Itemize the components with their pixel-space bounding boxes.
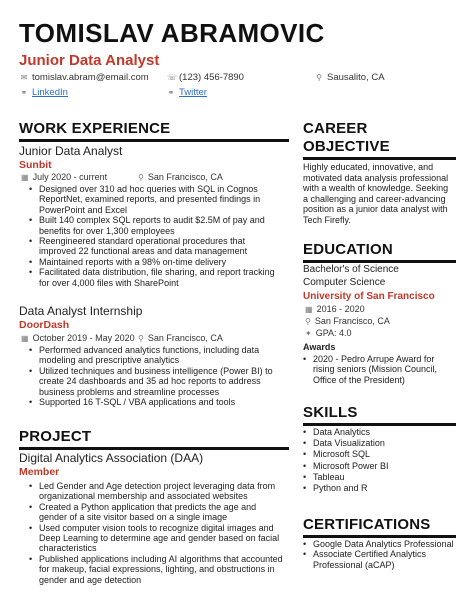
candidate-title: Junior Data Analyst (19, 52, 160, 69)
list-item: • 2020 - Pedro Arrupe Award for rising seniors (Mission Council, Office of the President) (303, 354, 455, 385)
list-item: • Data Analytics (303, 427, 455, 438)
project-role: Member (19, 466, 60, 478)
section-divider (19, 447, 289, 450)
job-1-role: Junior Data Analyst (19, 144, 123, 158)
list-item: • Used computer vision tools to recognize digital images and Deep Learning to determine age and gender based on facial characteristics (29, 523, 284, 554)
email-icon: ✉ (20, 72, 28, 82)
section-divider (303, 260, 456, 263)
list-item: • Led Gender and Age detection project leveraging data from organizational membership and associated websites (29, 481, 284, 502)
job-1-location (138, 172, 223, 182)
list-item: • Maintained reports with a 98% on-time delivery (29, 257, 284, 267)
twitter-icon: ⚭ (167, 87, 175, 97)
contact-twitter[interactable] (167, 87, 207, 98)
list-item: • Data Visualization (303, 438, 455, 449)
project-name: Digital Analytics Association (DAA) (19, 451, 204, 465)
job-1-company: Sunbit (19, 159, 52, 171)
calendar-icon: ▦ (305, 304, 313, 314)
education-degree: Bachelor's of Science (303, 264, 399, 275)
location-text: Sausalito, CA (327, 72, 385, 83)
contact-phone (167, 72, 244, 83)
objective-text: Highly educated, innovative, and motivated data analysis professional with a wealth of knowledge. Seeking a challenging and career-advancing position as a junior data analyst with Tech Firefly. (303, 162, 449, 225)
education-location (305, 316, 390, 326)
star-icon: ✦ (305, 328, 312, 338)
list-item: • Performed advanced analytics functions, including data modeling and prescriptive analytics (29, 345, 284, 366)
education-gpa-text: GPA: 4.0 (315, 328, 352, 338)
project-heading: PROJECT (19, 428, 92, 445)
job-1-bullets (29, 184, 284, 288)
job-1-location-text: San Francisco, CA (147, 172, 223, 182)
contact-location (315, 72, 385, 83)
location-pin-icon: ⚲ (316, 72, 322, 82)
work-experience-heading: WORK EXPERIENCE (19, 120, 171, 137)
skills-heading: SKILLS (303, 404, 358, 421)
list-item: • Reengineered standard operational procedures that improved 22 functional areas and data management (29, 236, 284, 257)
list-item: • Published applications including AI algorithms that accounted for makeup, facial expressions, lighting, and obstructions in gender and age detection (29, 554, 284, 585)
section-divider (303, 423, 456, 426)
job-2-role: Data Analyst Internship (19, 304, 143, 318)
awards-label: Awards (303, 342, 336, 352)
education-dates (305, 304, 365, 314)
location-pin-icon: ⚲ (305, 316, 311, 326)
linkedin-icon: ⚭ (20, 87, 28, 97)
education-school: University of San Francisco (303, 291, 435, 302)
section-divider (303, 535, 456, 538)
job-2-dates-text: October 2019 - May 2020 (32, 333, 135, 343)
project-bullets (29, 481, 284, 585)
certifications-heading: CERTIFICATIONS (303, 516, 431, 533)
job-2-location (138, 333, 223, 343)
career-objective-heading: CAREER OBJECTIVE (303, 120, 390, 155)
list-item: • Designed over 310 ad hoc queries with SQL in Cognos ReportNet, examined reports, and presented findings in PowerPoint and Excel (29, 184, 284, 215)
phone-text: (123) 456-7890 (179, 72, 244, 83)
awards-list (303, 354, 455, 385)
location-pin-icon: ⚲ (138, 172, 144, 182)
calendar-icon: ▦ (21, 333, 29, 343)
candidate-name: TOMISLAV ABRAMOVIC (19, 18, 325, 48)
education-dates-text: 2016 - 2020 (316, 304, 365, 314)
contact-email[interactable] (20, 72, 149, 83)
job-2-dates (21, 333, 135, 343)
contact-linkedin[interactable] (20, 87, 68, 98)
phone-icon: ☏ (167, 72, 178, 82)
list-item: • Supported 16 T-SQL / VBA applications and tools (29, 397, 284, 407)
list-item: • Facilitated data distribution, file sharing, and report tracking for over 4,000 files with SharePoint (29, 267, 284, 288)
list-item: • Utilized techniques and business intelligence (Power BI) to create 24 dashboards and 35 ad hoc reports to address business problems and streamline processes (29, 366, 284, 397)
education-heading: EDUCATION (303, 241, 393, 258)
list-item: • Microsoft Power BI (303, 461, 455, 472)
certifications-list (303, 539, 455, 570)
job-1-dates (21, 172, 107, 182)
job-2-location-text: San Francisco, CA (147, 333, 223, 343)
twitter-link[interactable]: Twitter (179, 87, 207, 98)
list-item: • Microsoft SQL (303, 449, 455, 460)
list-item: • Tableau (303, 472, 455, 483)
job-2-company: DoorDash (19, 319, 70, 331)
education-location-text: San Francisco, CA (314, 316, 390, 326)
list-item: • Associate Certified Analytics Professional (aCAP) (303, 549, 455, 570)
list-item: • Google Data Analytics Professional (303, 539, 455, 549)
skills-list (303, 427, 455, 494)
education-field: Computer Science (303, 277, 386, 288)
calendar-icon: ▦ (21, 172, 29, 182)
job-1-dates-text: July 2020 - current (32, 172, 108, 182)
linkedin-link[interactable]: LinkedIn (32, 87, 68, 98)
email-text: tomislav.abram@email.com (32, 72, 149, 83)
job-2-bullets (29, 345, 284, 407)
location-pin-icon: ⚲ (138, 333, 144, 343)
list-item: • Created a Python application that predicts the age and gender of a site visitor based on a single image (29, 502, 284, 523)
list-item: • Built 140 complex SQL reports to audit $2.5M of pay and benefits for over 1,300 employees (29, 215, 284, 236)
section-divider (303, 157, 456, 160)
list-item: • Python and R (303, 483, 455, 494)
section-divider (19, 139, 289, 142)
education-gpa (305, 328, 352, 338)
